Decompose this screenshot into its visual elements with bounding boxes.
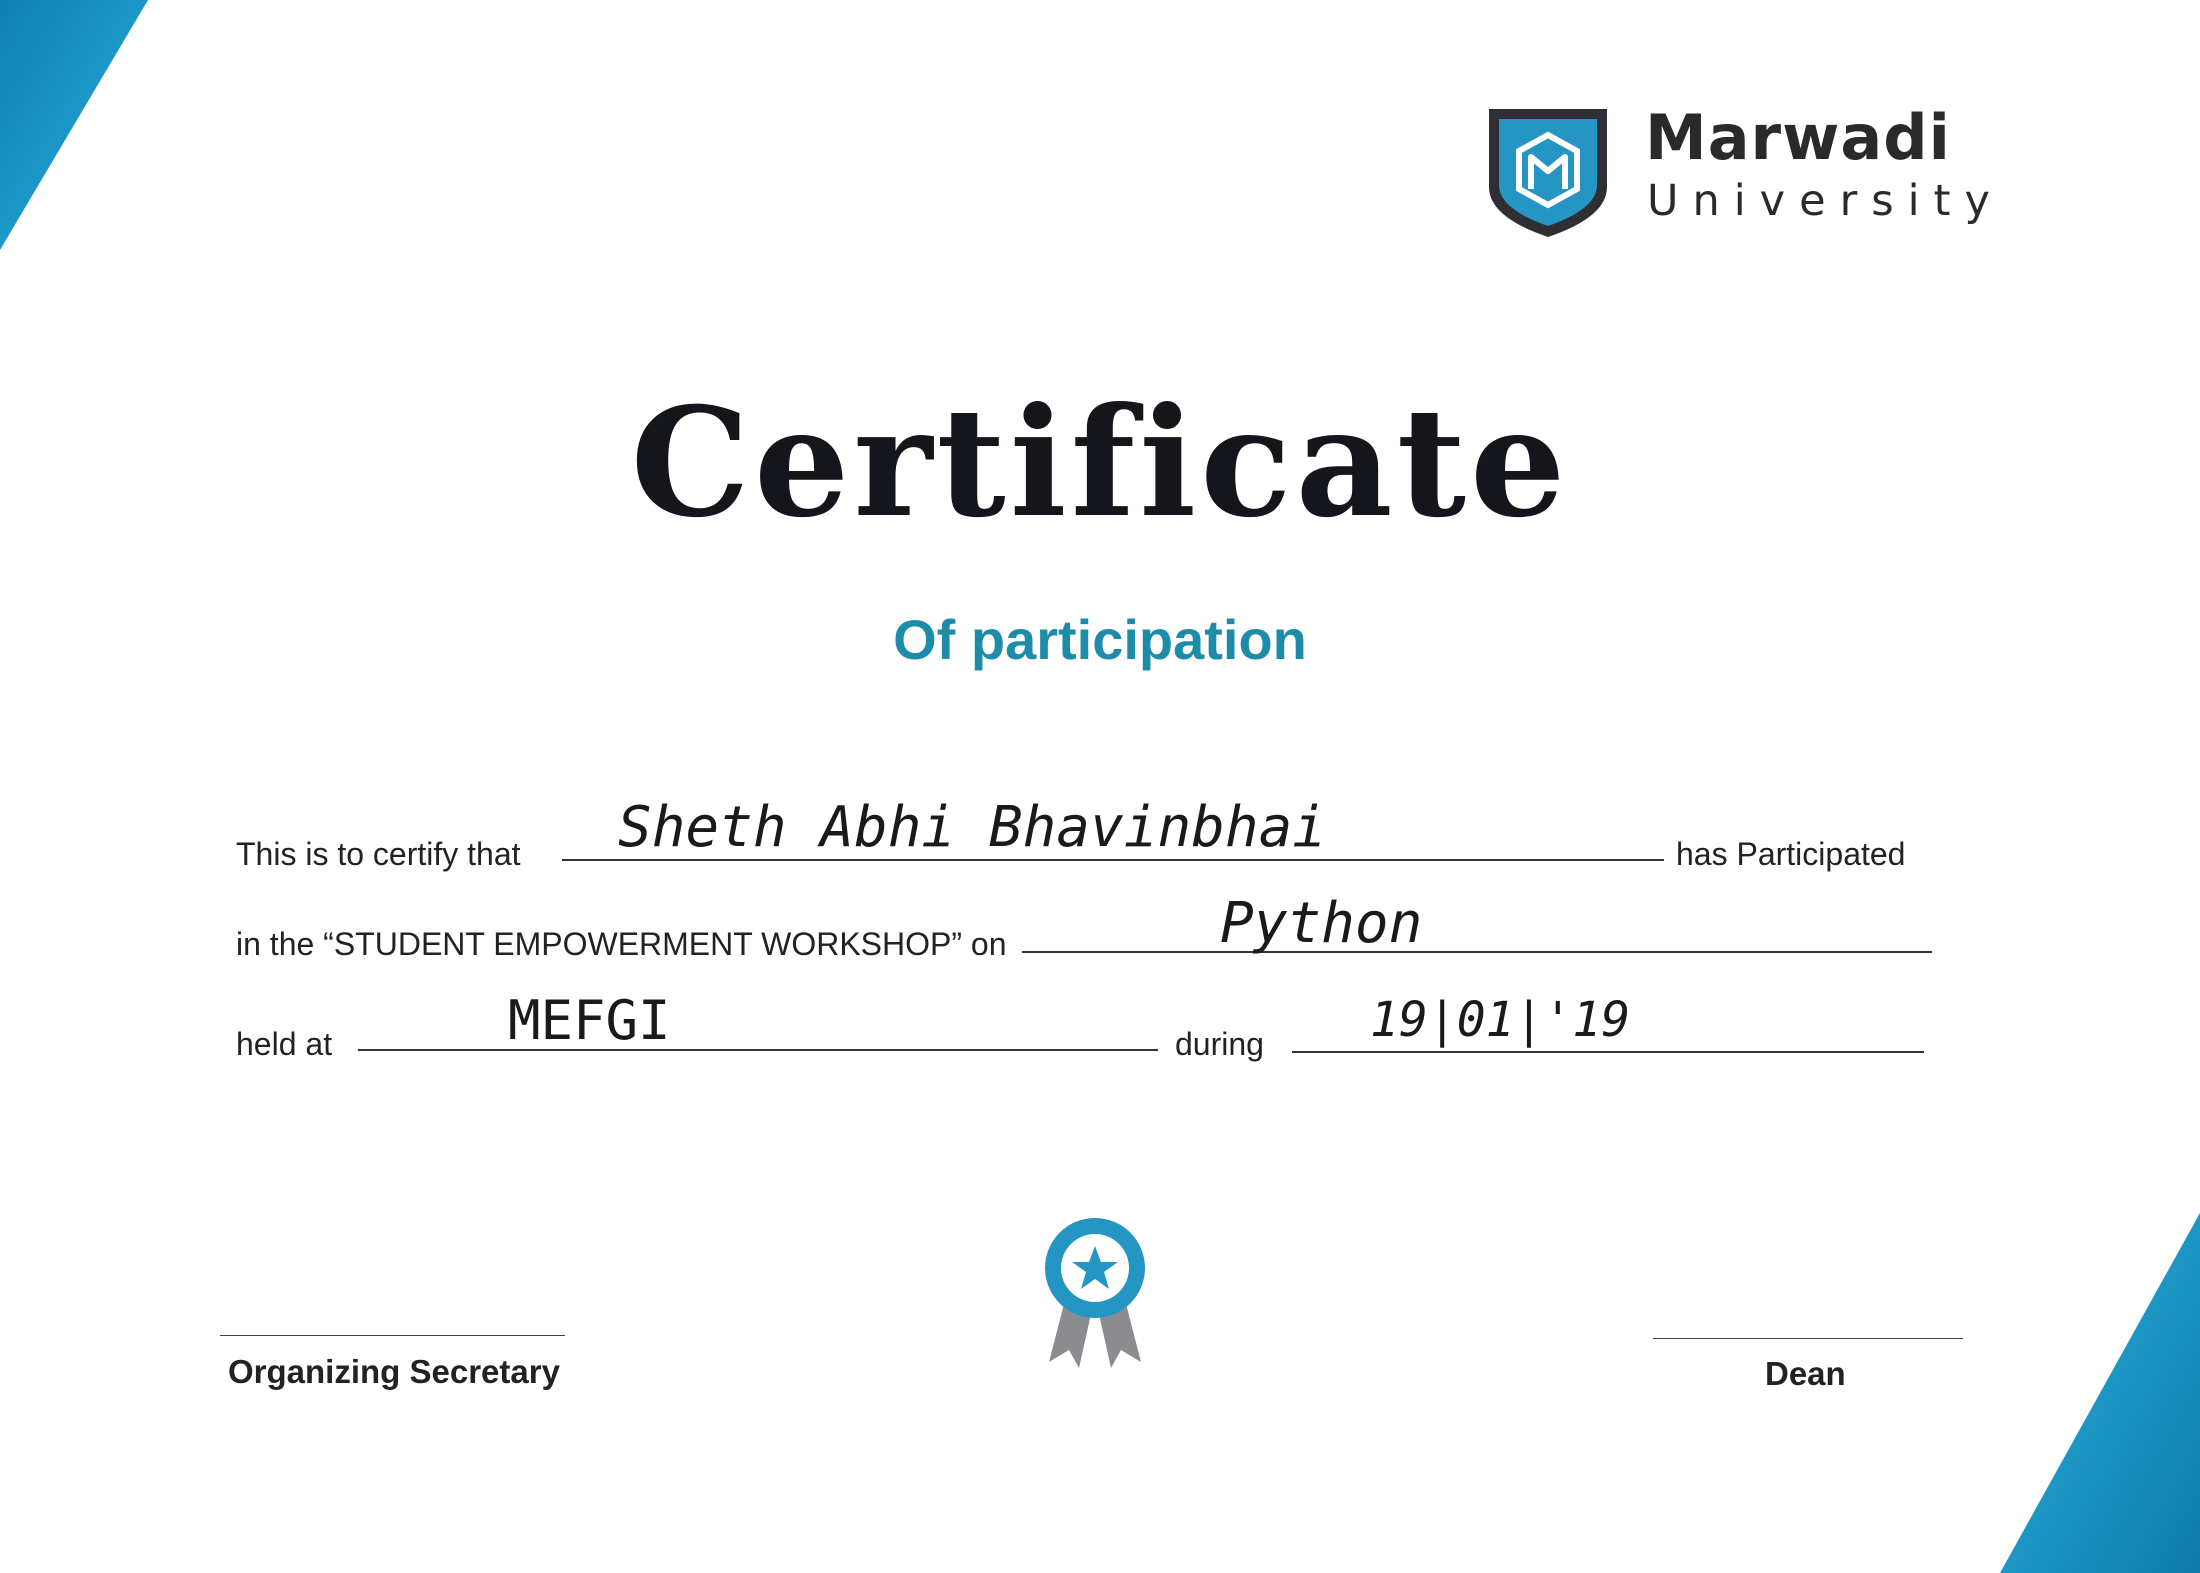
corner-decoration-top-left [0,0,160,260]
workshop-topic: Python [1220,891,1423,956]
topic-underline [1022,951,1932,953]
logo-subtitle: University [1647,176,2004,226]
organizing-secretary-label: Organizing Secretary [228,1353,560,1390]
award-ribbon-icon [1035,1210,1155,1370]
left-signature-line [220,1335,565,1336]
shield-logo-icon [1485,105,1611,241]
workshop-prefix: in the “STUDENT EMPOWERMENT WORKSHOP” on [236,926,1007,962]
venue: MEFGI [508,989,671,1052]
certificate-title: Certificate [630,375,1570,551]
venue-underline [358,1049,1158,1051]
certify-prefix: This is to certify that [236,836,521,872]
during-label: during [1175,1026,1264,1062]
participated-suffix: has Participated [1676,836,1906,872]
held-at-prefix: held at [236,1026,333,1062]
logo-wordmark: Marwadi [1645,101,1951,174]
corner-decoration-bottom-right [2000,1213,2200,1573]
certificate-subtitle: Of participation [893,608,1307,671]
right-signature-line [1653,1338,1963,1339]
university-logo [1485,101,2045,245]
date-underline [1292,1051,1924,1053]
participant-name: Sheth Abhi Bhavinbhai [618,795,1327,860]
event-date: 19|01|'19 [1370,992,1631,1048]
dean-label: Dean [1765,1355,1846,1392]
